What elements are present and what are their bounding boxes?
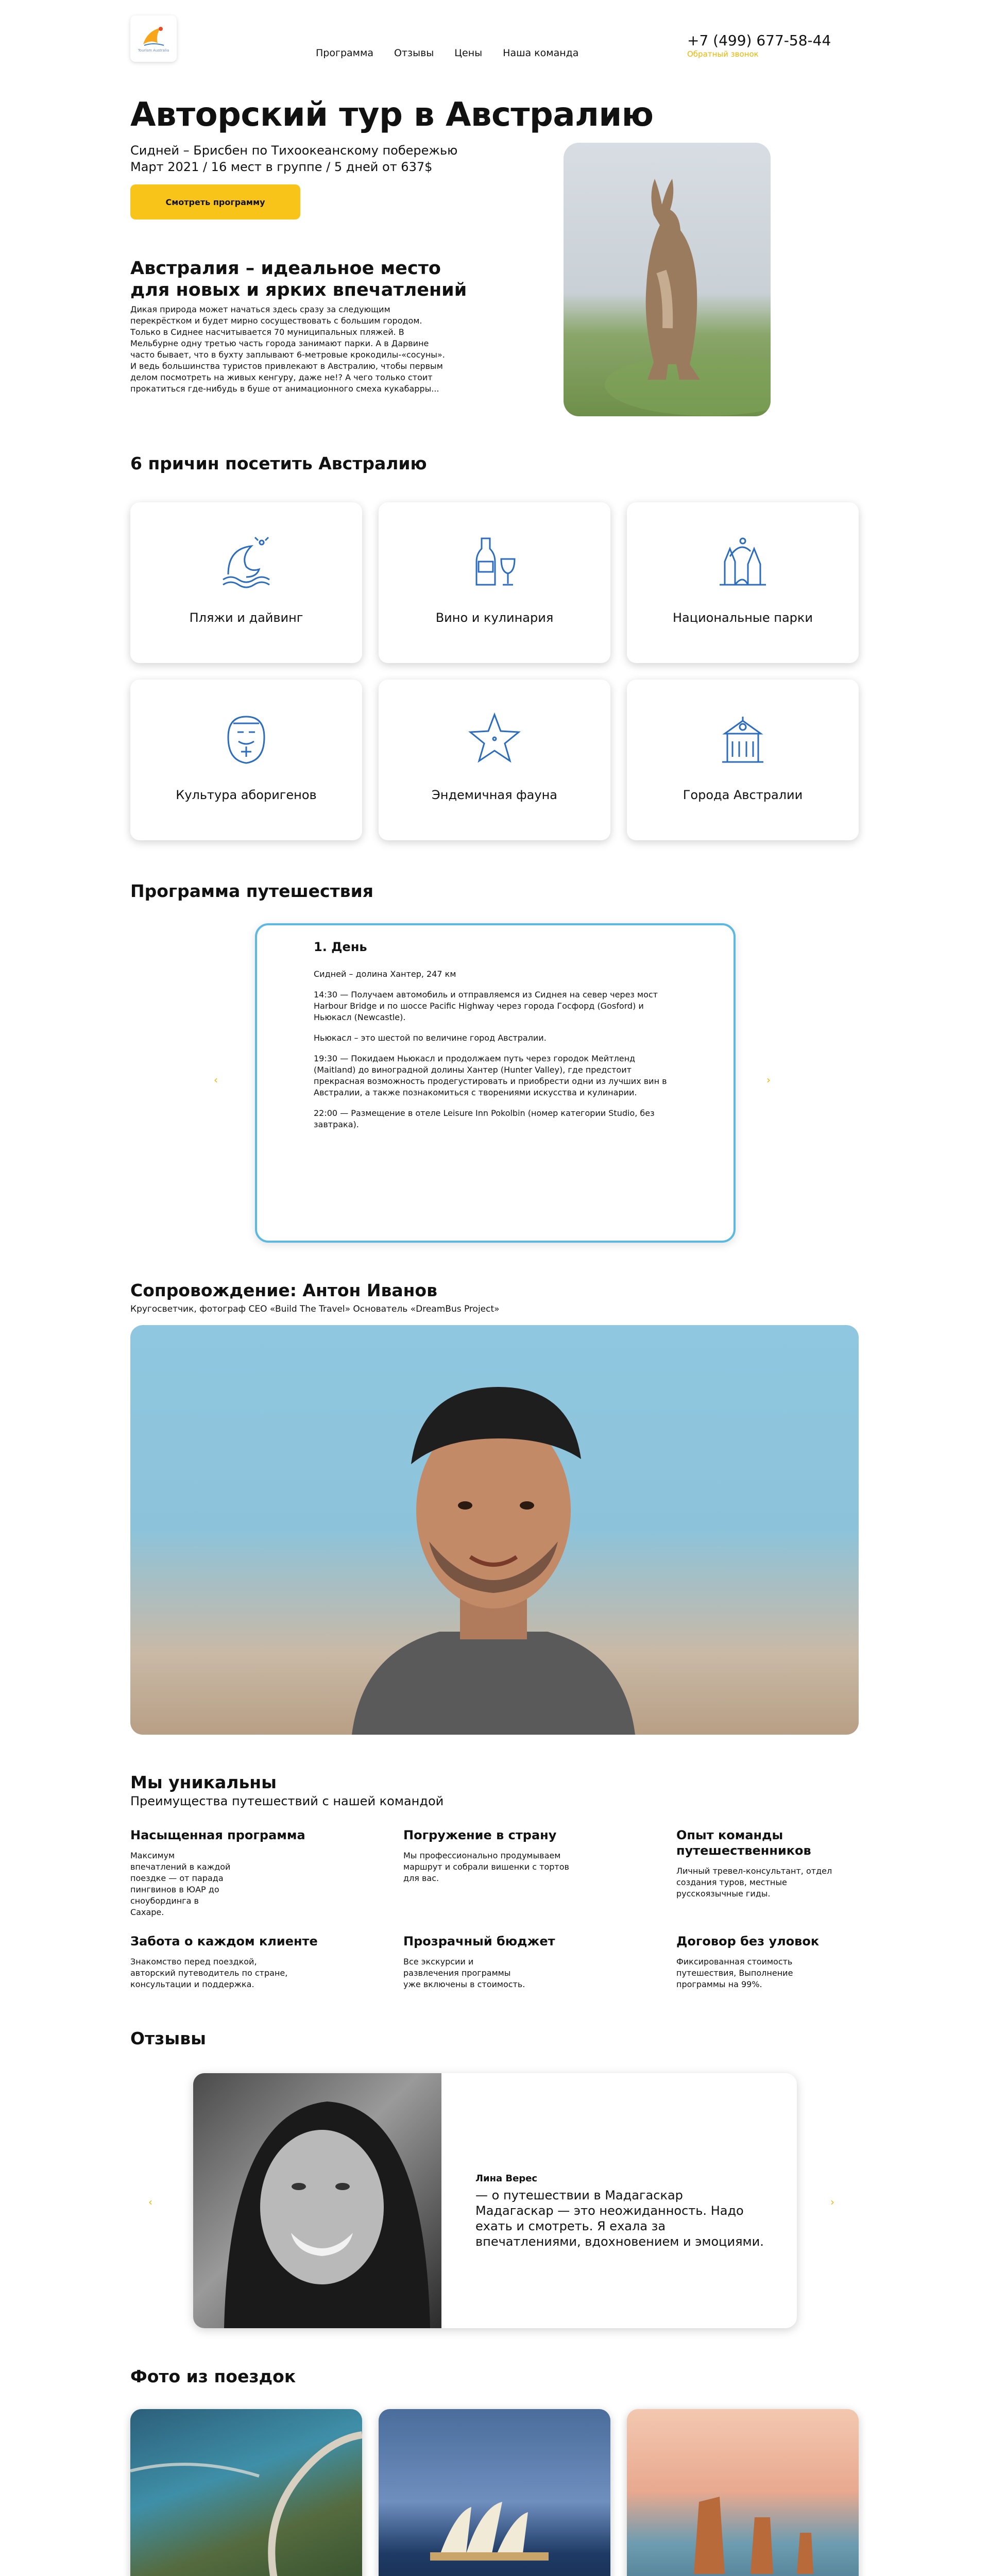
mask-icon (218, 710, 275, 767)
reason-card-beaches[interactable] (130, 502, 362, 663)
guide-title: Сопровождение: Антон Иванов (130, 1280, 437, 1300)
feature-item (130, 1934, 336, 1990)
review-next-arrow[interactable]: › (830, 2196, 834, 2208)
park-icon (714, 533, 771, 590)
feature-title: Опыт команды путешественников (676, 1828, 811, 1858)
feature-text: Максимум впечатлений в каждой поездке — от парада пингвинов в ЮАР до сноубординга в Сахаре. (130, 1851, 231, 1917)
reason-card-fauna[interactable] (379, 680, 610, 840)
program-paragraph: Сидней – долина Хантер, 247 км (314, 969, 456, 979)
nav-item-team[interactable]: Наша команда (503, 47, 579, 59)
feature-item (403, 1827, 609, 1884)
wave-icon (218, 533, 275, 590)
reason-card-culture[interactable] (130, 680, 362, 840)
feature-text: Личный тревел-консультант, отдел создания туров, местные русскоязычные гиды. (676, 1866, 832, 1899)
program-paragraph: 22:00 — Размещение в отеле Leisure Inn Pokolbin (номер категории Studio, без завтрака). (314, 1108, 655, 1129)
review-card (193, 2073, 797, 2328)
reason-label: Национальные парки (672, 611, 813, 625)
reason-label: Эндемичная фауна (432, 788, 557, 802)
reason-label: Города Австралии (683, 788, 803, 802)
feature-title: Погружение в страну (403, 1828, 557, 1842)
city-icon (714, 710, 771, 767)
guide-photo (130, 1325, 859, 1735)
kangaroo-image (564, 143, 771, 416)
program-day-title: 1. День (314, 940, 367, 954)
nav-item-program[interactable]: Программа (316, 47, 373, 59)
callback-link[interactable]: Обратный звонок (687, 49, 759, 59)
gallery-photo-sydney-opera[interactable] (379, 2409, 610, 2576)
feature-title: Забота о каждом клиенте (130, 1934, 318, 1948)
nav-item-reviews[interactable]: Отзывы (394, 47, 434, 59)
feature-text: Все экскурсии и развлечения программы уже включены в стоимость. (403, 1957, 525, 1989)
view-program-button[interactable]: Смотреть программу (130, 184, 300, 219)
feature-text: Фиксированная стоимость путешествия, Выполнение программы на 99%. (676, 1957, 793, 1989)
reviews-title: Отзывы (130, 2028, 206, 2048)
feature-item (130, 1827, 336, 1918)
guide-portrait (130, 1325, 859, 1735)
wine-icon (466, 533, 523, 590)
hero-dates: Март 2021 / 16 мест в группе / 5 дней от 637$ (130, 160, 433, 174)
opera-house-picture (379, 2409, 610, 2576)
about-title (130, 258, 467, 301)
photo-gallery (130, 2409, 859, 2576)
reason-card-cities[interactable] (627, 680, 859, 840)
logo-icon (140, 25, 167, 47)
reason-label: Пляжи и дайвинг (189, 611, 303, 625)
starfish-icon (466, 710, 523, 767)
feature-title: Договор без уловок (676, 1934, 820, 1948)
header-phone[interactable]: +7 (499) 677-58-44 (687, 32, 831, 49)
page-title: Авторский тур в Австралию (130, 96, 654, 134)
program-day-card (255, 923, 736, 1243)
coast-road-picture (130, 2409, 362, 2576)
guide-subtitle: Кругосветчик, фотограф CEO «Build The Travel» Основатель «DreamBus Project» (130, 1304, 500, 1314)
program-prev-arrow[interactable]: ‹ (214, 1074, 218, 1086)
reviewer-photo (193, 2073, 441, 2328)
reason-label: Вино и кулинария (435, 611, 554, 625)
nav-item-prices[interactable]: Цены (454, 47, 483, 59)
unique-subtitle: Преимущества путешествий с нашей командой (130, 1794, 444, 1808)
feature-title: Прозрачный бюджет (403, 1934, 555, 1948)
logo[interactable] (130, 15, 177, 62)
program-next-arrow[interactable]: › (766, 1074, 771, 1086)
logo-text: Tourism Australia (138, 48, 169, 53)
reason-card-wine[interactable] (379, 502, 610, 663)
reviewer-portrait (193, 2073, 441, 2328)
main-nav (316, 47, 578, 59)
rocks-picture (627, 2409, 859, 2576)
program-title: Программа путешествия (130, 881, 373, 901)
feature-item (676, 1827, 846, 1900)
reviewer-name: Лина Верес (475, 2173, 538, 2184)
kangaroo-illustration (564, 143, 771, 416)
program-paragraph: 14:30 — Получаем автомобиль и отправляемся из Сиднея на север через мост Harbour Bridge и по шоссе Pacific Highway через города Госфорд (Gosford) и Ньюкасл (Newcastle). (314, 990, 658, 1022)
feature-title: Насыщенная программа (130, 1828, 305, 1842)
about-title-line-1: Австралия – идеальное место (130, 258, 441, 279)
gallery-photo-twelve-apostles[interactable] (627, 2409, 859, 2576)
feature-item (676, 1934, 882, 1990)
feature-text: Мы профессионально продумываем маршрут и собрали вишенки с тортов для вас. (403, 1851, 569, 1883)
review-prev-arrow[interactable]: ‹ (148, 2196, 152, 2208)
about-title-line-2: для новых и ярких впечатлений (130, 280, 467, 300)
reason-card-parks[interactable] (627, 502, 859, 663)
hero-subtitle (130, 142, 457, 175)
hero-route: Сидней – Брисбен по Тихоокеанскому побережью (130, 143, 458, 158)
about-text: Дикая природа может начаться здесь сразу за следующим перекрёстком и будет мирно сосуществовать с большим городом. Только в Сиднее насчитывается 70 муниципальных пляжей. В Мельбурне одну третью часть города занимают парки. А в Дарвине часто бывает, что в бухту заплывают 6-метровые крокодилы-«сосуны». И ведь большинства туристов привлекают в Австралию, чтобы первым делом посмотреть на живых кенгуру, даже не!? А чего только стоит прокатиться где-нибудь в буше от анимационного смеха кукабарры... (130, 304, 445, 394)
unique-title: Мы уникальны (130, 1772, 277, 1792)
photos-title: Фото из поездок (130, 2366, 296, 2386)
reason-label: Культура аборигенов (176, 788, 317, 802)
program-paragraph: 19:30 — Покидаем Ньюкасл и продолжаем путь через городок Мейтленд (Maitland) до виноградной долины Хантер (Hunter Valley), где предстоит прекрасная возможность продегустировать и приобрести одни из лучших вин в Австралии, а также познакомиться с творениями искусства и кулинарии. (314, 1054, 667, 1097)
reasons-grid (130, 502, 859, 840)
reasons-title: 6 причин посетить Австралию (130, 453, 427, 473)
feature-text: Знакомство перед поездкой, авторский путеводитель по стране, консультации и поддержка. (130, 1957, 288, 1989)
program-paragraph: Ньюкасл – это шестой по величине город Австралии. (314, 1033, 547, 1043)
review-text: — о путешествии в Мадагаскар Мадагаскар — это неожиданность. Надо ехать и смотреть. Я ехала за впечатлениями, вдохновением и эмоциями. (475, 2188, 764, 2249)
gallery-photo-coast-road[interactable] (130, 2409, 362, 2576)
feature-item (403, 1934, 609, 1990)
